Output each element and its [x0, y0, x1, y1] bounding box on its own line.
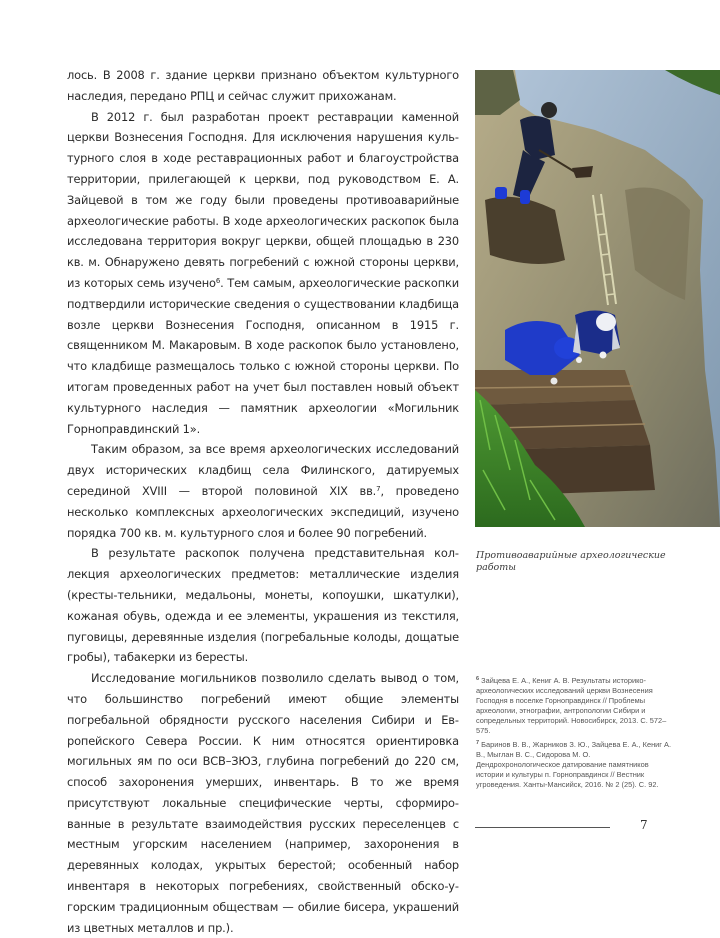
paragraph-3 [67, 439, 459, 543]
photo-caption: Противоаварийные археологические работы [476, 550, 666, 573]
paragraph-1 [67, 65, 459, 107]
footnote-ref-7[interactable]: 7 [376, 484, 381, 493]
footnote-text: Зайцева Е. А., Кениг А. В. Результаты историко-археологических исследований церкви Вознесения Господня в поселке Горноправдинск // Проблемы археологии, этнографии, антропологии Сибири и сопредельных территорий. Новосибирск, 2013. С. 572–575. [476, 676, 667, 735]
footnote-7 [476, 740, 676, 790]
footnote-text: Баринов В. В., Жарников З. Ю., Зайцева Е. А., Кениг А. В., Мыглан В. С., Сидорова М. О. Дендрохронологическое датирование памятников истории и культуры п. Горноправдинск // Вестник угроведения. Ханты-Мансийск, 2016. № 2 (25). С. 92. [476, 740, 672, 789]
footer-rule [475, 827, 610, 828]
excavation-photo-illustration [475, 70, 720, 527]
paragraph-text-cont: . Тем самым, археологические раскопки подтвердили исторические сведения о существовании кладбища возле церкви Вознесения Господня, описанном в 1915 г. священником М. Макаровым. В ходе раскопок было установлено, что кладбище размещалось только с южной стороны церкви. По итогам проведенных работ на учет был поставлен новый объект культурного наследия — памятник археологии «Могильник Горноправдинский 1». [67, 275, 459, 436]
paragraph-4 [67, 543, 459, 668]
footnote-number: 6 [476, 676, 480, 682]
paragraph-text: В результате раскопок получена представительная коллекция археологических предметов: металлические изделия (кресты-тельники, медальоны, монеты, копоушки, шкатулки), кожаная обувь, одежда и ее элементы, украшения из текстиля, пуговицы, деревянные изделия (погребальные колоды, дощатые гробы), табакерки из бересты. [67, 546, 459, 665]
footnote-ref-6[interactable]: 6 [215, 276, 221, 285]
paragraph-text: В 2012 г. был разработан проект реставрации каменной церкви Вознесения Господня. Для исключения нарушения культурного слоя в ходе реставрационных работ и благоустройства территории, прилегающей к церкви, под руководством Е. А. Зайцевой в том же году были проведены противоаварийные археологические работы. В ходе археологических раскопок была исследована территория вокруг церкви, общей площадью в 230 кв. м. Обнаружено девять погребений с южной стороны церкви, из которых семь изучено [67, 109, 459, 290]
paragraph-text-cont: , проведено несколько комплексных археологических экспедиций, изучено порядка 700 кв. м. культурного слоя и более 90 погребений. [67, 483, 459, 540]
paragraph-text: лось. В 2008 г. здание церкви признано объектом культурного наследия, передано РПЦ и сейчас служит прихожанам. [67, 68, 459, 103]
footnotes [476, 676, 676, 794]
page-number: 7 [640, 818, 648, 832]
paragraph-text: Таким образом, за все время археологических исследований двух исторических кладбищ села Филинского, датируемых серединой XVIII — второй половиной XIX вв. [67, 442, 459, 498]
paragraph-5 [67, 668, 459, 938]
footnote-6 [476, 676, 676, 736]
footnote-number: 7 [476, 740, 480, 746]
excavation-photo [475, 70, 720, 527]
main-text-column [67, 65, 459, 938]
paragraph-text: Исследование могильников позволило сделать вывод о том, что большинство погребений имеют общие элементы погребальной обрядности русского населения Сибири и Европейского Севера России. К ним относятся ориентировка могильных ям по оси ВСВ–ЗЮЗ, глубина погребений до 220 см, способ захоронения умерших, инвентарь. В то же время присутствуют локальные специфические черты, сформированные в результате взаимодействия русских переселенцев с местным угорским населением (например, захоронения в деревянных колодах, укрытых берестой; особенный набор инвентаря в некоторых погребениях, свойственный обско-угорским традиционным обществам — обилие бисера, украшений из цветных металлов и пр.). [67, 671, 459, 935]
paragraph-2 [67, 107, 459, 440]
